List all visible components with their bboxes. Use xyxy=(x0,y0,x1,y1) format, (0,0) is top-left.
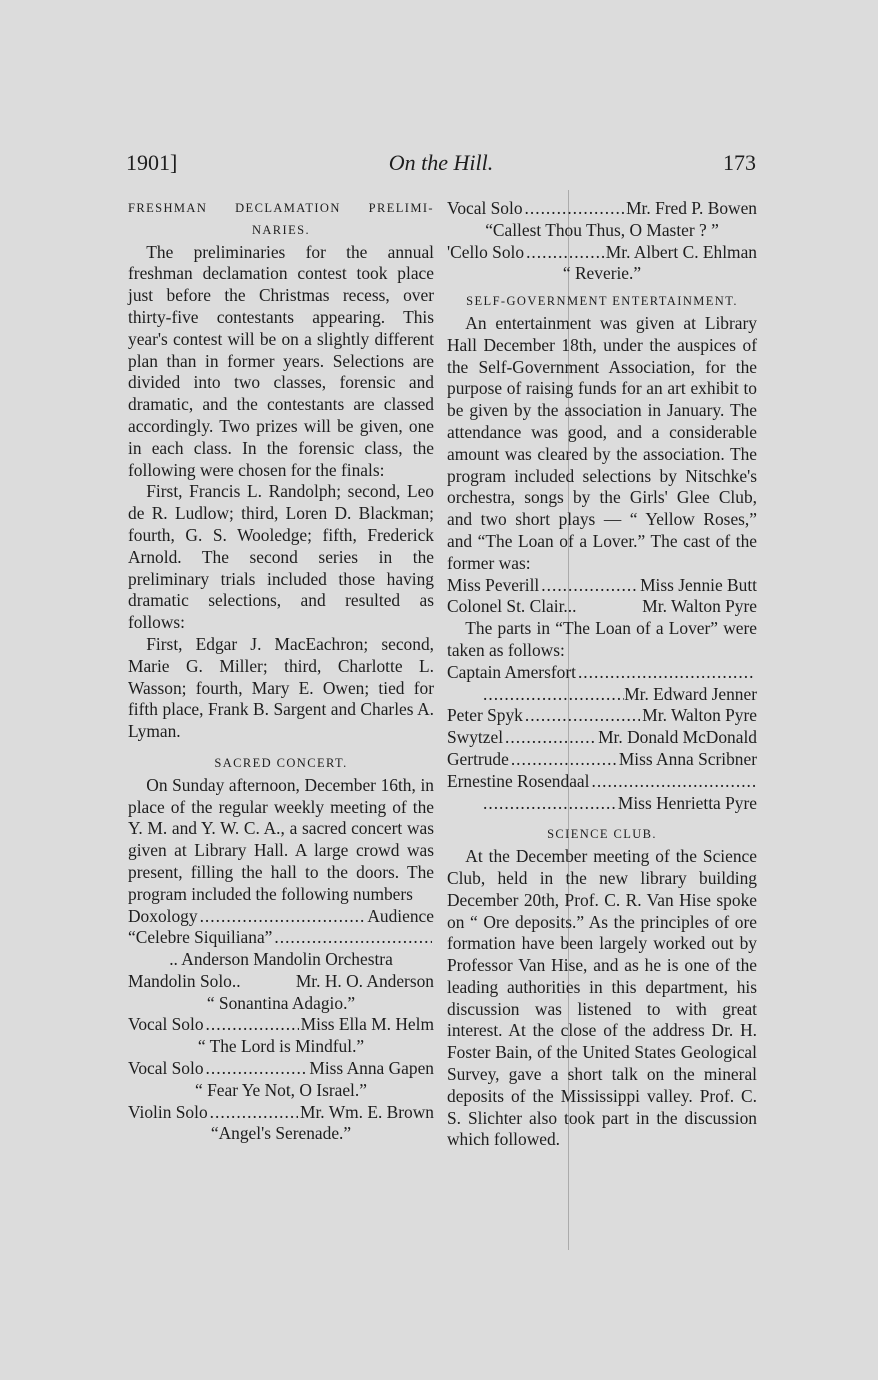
cast-row xyxy=(447,727,757,749)
sacred-paragraph: On Sunday afternoon, December 16th, in place of the regular weekly meeting of the Y. M. and Y. W. C. A., a sacred concert was given at Library Hall. A large crowd was present, filling the hall to the doors. The program included the following numbers xyxy=(128,774,434,904)
program-piece: “Angel's Serenade.” xyxy=(210,1123,352,1144)
program-item xyxy=(128,927,434,949)
cast-row xyxy=(447,705,757,727)
cast-role: Gertrude xyxy=(447,748,509,769)
program-item xyxy=(128,906,434,928)
program-performer: Audience xyxy=(367,905,434,926)
science-paragraph: At the December meeting of the Science Club, held in the new library building December 20th, Prof. C. R. Van Hise spoke on “ Ore deposits.” As the principles of ore formation have been largely worked out by Professor Van Hise, and as he is one of the leading authorities in this department, his discussion was listened to with great interest. At the close of the address Dr. H. Foster Bain, of the United States Geological Survey, gave a short talk on the mineral deposits of the Mississippi valley. Prof. C. S. Slichter also took part in the discussion which followed. xyxy=(447,846,757,1150)
right-column xyxy=(447,198,757,1151)
cast-role: Peter Spyk xyxy=(447,705,523,726)
cast-actor: Miss Anna Scribner xyxy=(618,748,757,769)
program-item xyxy=(128,1058,434,1080)
cast-row xyxy=(447,749,757,771)
program-item-name: Vocal Solo xyxy=(128,1014,204,1035)
program-item xyxy=(128,971,434,993)
cast-row xyxy=(447,575,757,597)
sacred-heading: SACRED CONCERT. xyxy=(214,755,348,770)
selfgov-heading: SELF-GOVERNMENT ENTERTAINMENT. xyxy=(466,294,738,309)
cast-row-continued xyxy=(447,684,757,706)
cast-actor: Miss Henrietta Pyre xyxy=(617,792,757,813)
cast-role: Swytzel xyxy=(447,727,504,748)
freshman-paragraph-3: First, Edgar J. MacEachron; second, Marie G. Miller; third, Charlotte L. Wasson; fourth, Mary E. Owen; tied for fifth place, Frank B. Sargent and Charles A. Lyman. xyxy=(128,633,434,742)
left-column xyxy=(128,198,434,1145)
program-item-name: Violin Solo xyxy=(128,1101,208,1122)
cast-actor: Mr. Donald McDonald xyxy=(598,727,757,748)
header-year: 1901] xyxy=(126,150,178,175)
program-item-name: Doxology xyxy=(128,905,198,926)
cast-row-continued xyxy=(447,793,757,815)
program-item xyxy=(447,242,757,264)
freshman-heading: FRESHMAN DECLAMATION PRELIMI- NARIES. xyxy=(128,201,434,237)
program-performer: Mr. Albert C. Ehlman xyxy=(605,241,757,262)
program-performer: Mr. H. O. Anderson xyxy=(295,970,434,991)
program-piece: “Callest Thou Thus, O Master ? ” xyxy=(485,219,719,240)
cast-role: Captain Amersfort xyxy=(447,661,576,682)
program-item xyxy=(447,198,757,220)
program-piece: “ Fear Ye Not, O Israel.” xyxy=(195,1079,367,1100)
program-piece: “ The Lord is Mindful.” xyxy=(197,1036,365,1057)
cast-actor: Mr. Edward Jenner xyxy=(624,683,757,704)
program-performer: .. Anderson Mandolin Orchestra xyxy=(169,949,393,970)
program-item-name: 'Cello Solo xyxy=(447,241,525,262)
cast-role: Miss Peverill xyxy=(447,574,540,595)
selfgov-paragraph-2: The parts in “The Loan of a Lover” were taken as follows: xyxy=(447,618,757,660)
program-item-name: “Celebre Siquiliana” xyxy=(128,927,273,948)
science-heading: SCIENCE CLUB. xyxy=(547,827,657,842)
cast-actor: Mr. Walton Pyre xyxy=(642,705,757,726)
program-item-name: Vocal Solo xyxy=(128,1058,204,1079)
cast-row xyxy=(447,596,757,618)
running-header xyxy=(126,150,756,184)
header-title: On the Hill. xyxy=(388,150,494,175)
cast-row xyxy=(447,662,757,684)
freshman-paragraph-1: The preliminaries for the annual freshman declamation contest took place just before the Christmas recess, over thirty-five contestants appearing. This year's contest will be on a slightly different plan than in former years. Selections are divided into two classes, forensic and dramatic, and the contestants are classed accordingly. Two prizes will be given, one in each class. In the forensic class, the following were chosen for the finals: xyxy=(128,241,434,480)
cast-actor: Mr. Walton Pyre xyxy=(642,596,757,617)
program-performer: Mr. Fred P. Bowen xyxy=(626,198,757,218)
program-piece: “ Reverie.” xyxy=(562,263,642,284)
program-performer: Mr. Wm. E. Brown xyxy=(300,1101,434,1122)
selfgov-paragraph-1: An entertainment was given at Library Hall December 18th, under the auspices of the Self-Government Association, for the purpose of raising funds for an art exhibit to be given by the association in January. The attendance was good, and a considerable amount was cleared by the association. The program included selections by Nitschke's orchestra, songs by the Girls' Glee Club, and two short plays — “ Yellow Roses,” and “The Loan of a Lover.” The cast of the former was: xyxy=(447,312,757,573)
program-performer: Miss Ella M. Helm xyxy=(300,1014,434,1035)
program-item xyxy=(128,1014,434,1036)
page-number: 173 xyxy=(723,150,756,175)
program-item xyxy=(128,1102,434,1124)
cast-role: Ernestine Rosendaal xyxy=(447,770,590,791)
program-performer: Miss Anna Gapen xyxy=(309,1058,434,1079)
program-piece: “ Sonantina Adagio.” xyxy=(206,992,356,1013)
cast-actor: Miss Jennie Butt xyxy=(640,574,757,595)
freshman-paragraph-2: First, Francis L. Randolph; second, Leo de R. Ludlow; third, Loren D. Blackman; fourth, G. S. Wooledge; fifth, Frederick Arnold. The second series in the preliminary trials included those having dramatic selections, and resulted as follows: xyxy=(128,481,434,633)
program-item-name: Vocal Solo xyxy=(447,198,523,218)
program-item-name: Mandolin Solo.. xyxy=(128,970,241,991)
cast-row xyxy=(447,771,757,793)
cast-role: Colonel St. Clair... xyxy=(447,596,577,617)
